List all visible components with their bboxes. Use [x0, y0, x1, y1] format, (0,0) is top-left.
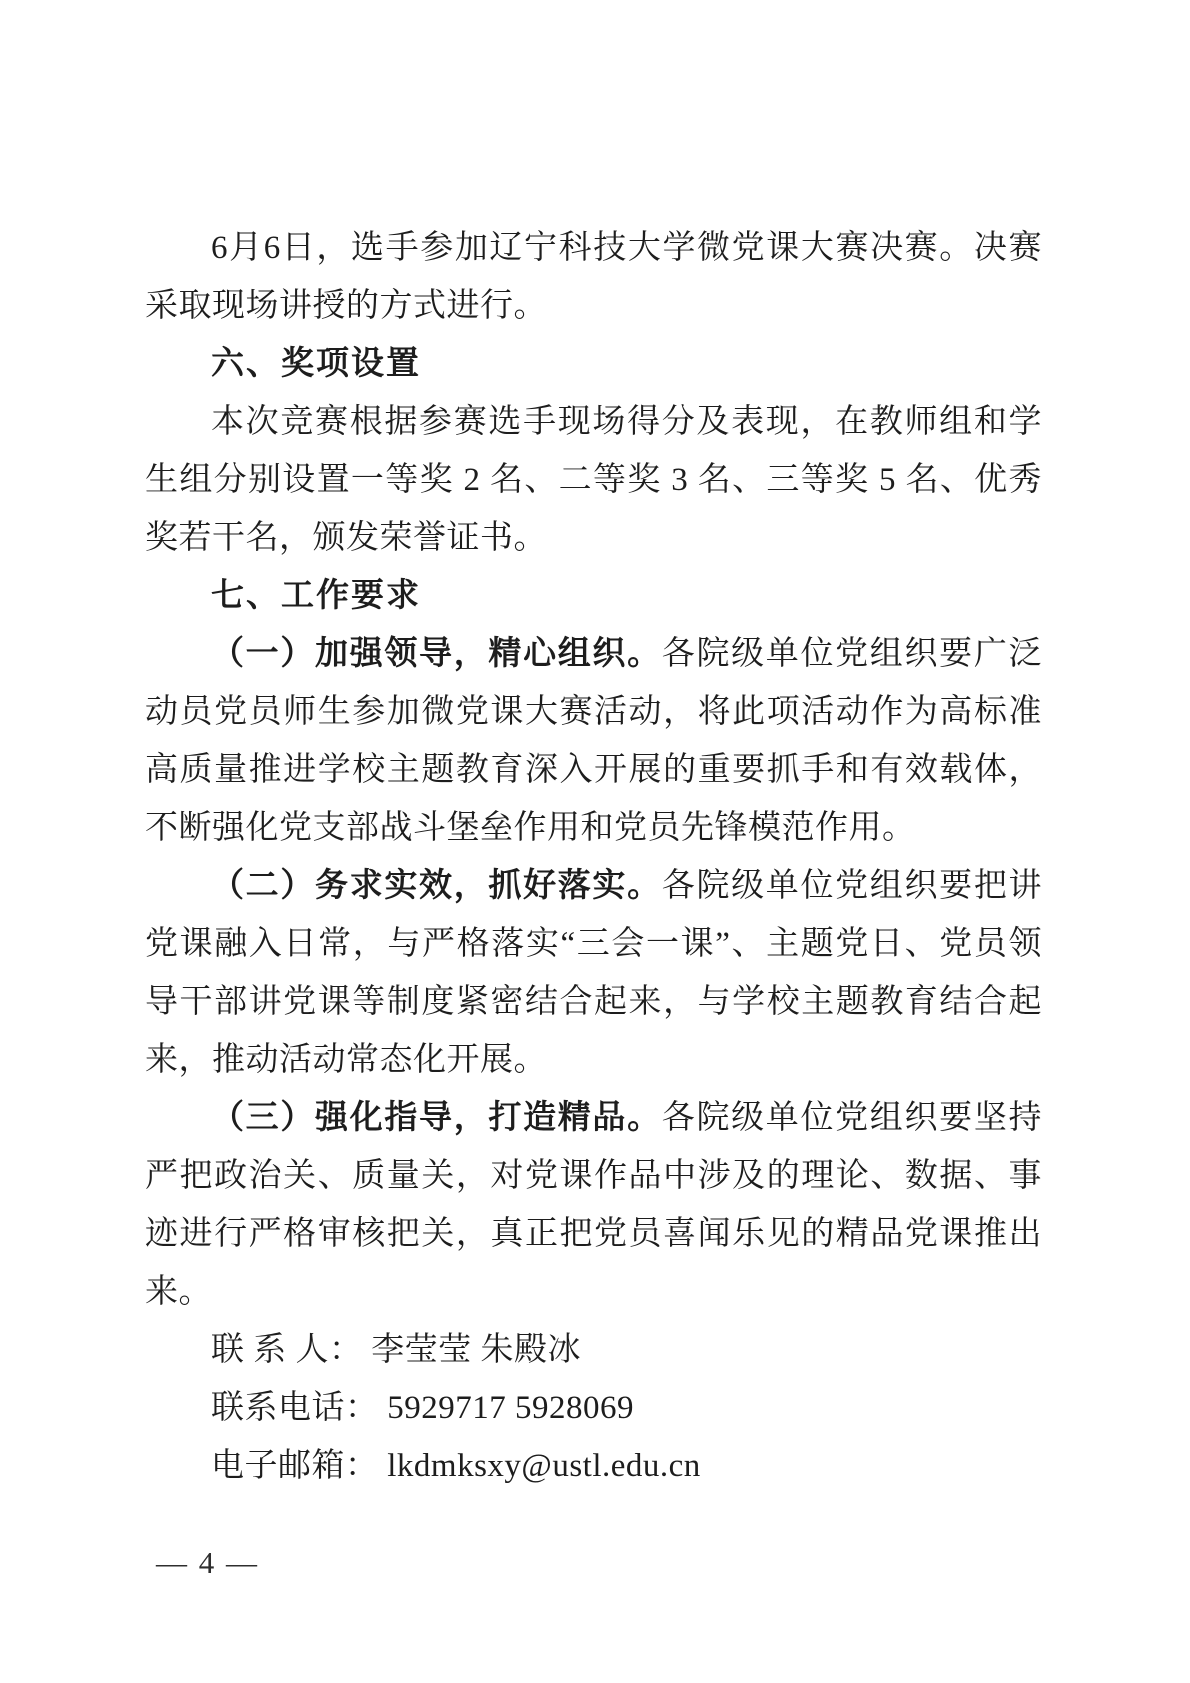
- contact-email-row: [145, 1437, 1042, 1495]
- contact-email-label: 电子邮箱：: [211, 1448, 388, 1484]
- requirement-1-lead: （一）加强领导，精心组织。: [211, 636, 662, 672]
- contact-phone-row: [145, 1379, 1042, 1437]
- contact-person-value: 李莹莹 朱殿冰: [371, 1332, 581, 1368]
- intro-paragraph: 6月6日，选手参加辽宁科技大学微党课大赛决赛。决赛采取现场讲授的方式进行。: [145, 230, 1042, 324]
- contact-phone-label: 联系电话：: [211, 1390, 388, 1426]
- section-heading-awards: 六、奖项设置: [211, 346, 421, 382]
- requirement-1-text: 各院级单位党组织要广泛动员党员师生参加微党课大赛活动，将此项活动作为高标准高质量推进学校主题教育深入开展的重要抓手和有效载体，不断强化党支部战斗堡垒作用和党员先锋模范作用。: [145, 636, 1043, 846]
- contact-email-value: lkdmksxy@ustl.edu.cn: [387, 1448, 701, 1484]
- requirement-2-text: 各院级单位党组织要把讲党课融入日常，与严格落实“三会一课”、主题党日、党员领导干部讲党课等制度紧密结合起来，与学校主题教育结合起来，推动活动常态化开展。: [145, 868, 1043, 1078]
- requirement-3-lead: （三）强化指导，打造精品。: [211, 1100, 662, 1136]
- awards-paragraph: 本次竞赛根据参赛选手现场得分及表现，在教师组和学生组分别设置一等奖 2 名、二等奖 3 名、三等奖 5 名、优秀奖若干名，颁发荣誉证书。: [145, 404, 1042, 556]
- requirement-3-text: 各院级单位党组织要坚持严把政治关、质量关，对党课作品中涉及的理论、数据、事迹进行严格审核把关，真正把党员喜闻乐见的精品党课推出来。: [145, 1100, 1043, 1310]
- document-body: [145, 219, 1042, 1495]
- section-heading-requirements: 七、工作要求: [211, 578, 421, 614]
- requirement-item-3: [145, 1089, 1042, 1321]
- contact-phone-value: 5929717 5928069: [387, 1390, 634, 1426]
- requirement-2-lead: （二）务求实效，抓好落实。: [211, 868, 662, 904]
- contact-person-label: 联 系 人：: [211, 1332, 372, 1368]
- contact-person-row: [145, 1321, 1042, 1379]
- page-number: — 4 —: [156, 1545, 259, 1580]
- requirement-item-1: [145, 625, 1042, 857]
- requirement-item-2: [145, 857, 1042, 1089]
